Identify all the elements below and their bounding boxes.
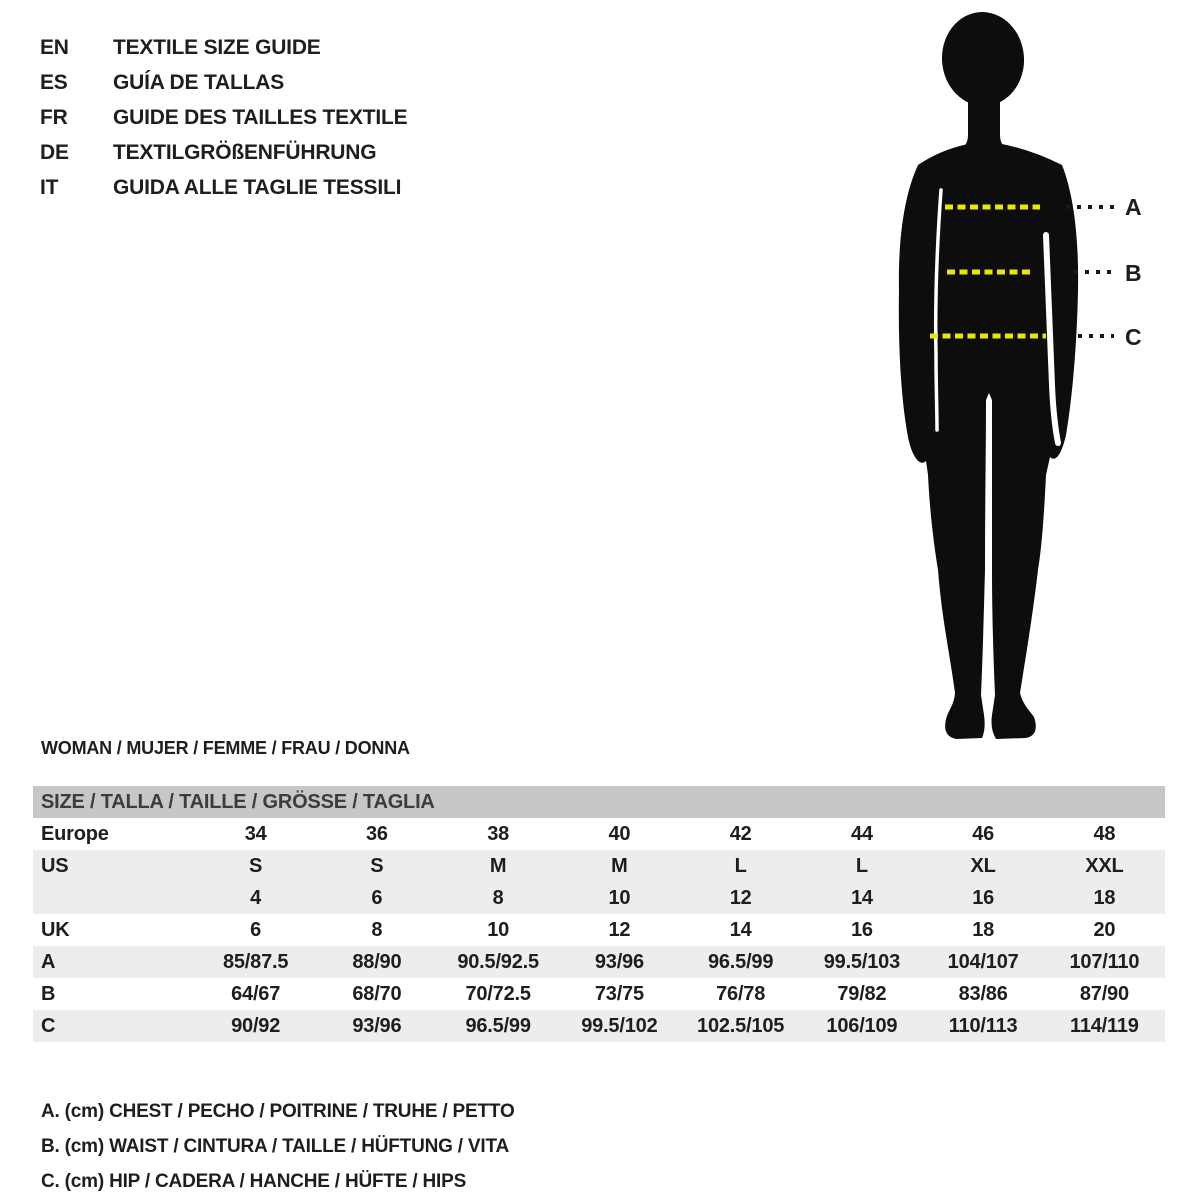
table-cell: 10 [487, 918, 510, 941]
table-cell: 14 [729, 918, 752, 941]
table-cell: 6 [250, 918, 262, 941]
table-cell: 96.5/99 [438, 1010, 559, 1042]
table-cell: 87/90 [1079, 982, 1129, 1005]
table-cell: 48 [1093, 822, 1116, 845]
table-row [33, 1010, 1165, 1042]
language-code: IT [40, 176, 59, 199]
row-label: Europe [41, 822, 109, 845]
language-title: TEXTILGRÖßENFÜHRUNG [113, 141, 377, 164]
table-cell: 34 [244, 822, 267, 845]
table-cell: S [195, 850, 316, 882]
table-cell: 36 [365, 822, 388, 845]
table-cell: 18 [972, 918, 995, 941]
table-cell: 96.5/99 [680, 946, 801, 978]
table-cell: XL [923, 850, 1044, 882]
size-table [33, 786, 1165, 1042]
language-code: ES [40, 71, 68, 94]
table-cell: 20 [1093, 918, 1116, 941]
table-cell: L [801, 850, 922, 882]
table-cell: 85/87.5 [195, 946, 316, 978]
table-cell: 104/107 [923, 946, 1044, 978]
language-row [40, 170, 407, 205]
table-cell: 99.5/102 [559, 1010, 680, 1042]
table-cell: 68/70 [352, 982, 402, 1005]
row-label: C [33, 1010, 195, 1042]
table-cell: 106/109 [801, 1010, 922, 1042]
table-cell: 79/82 [837, 982, 887, 1005]
table-cell: M [438, 850, 559, 882]
table-cell: 6 [316, 882, 437, 914]
language-row [40, 135, 407, 170]
table-cell: 16 [923, 882, 1044, 914]
table-cell: 12 [680, 882, 801, 914]
table-cell: 18 [1044, 882, 1165, 914]
table-row [33, 882, 1165, 914]
table-cell: 90/92 [195, 1010, 316, 1042]
section-title: WOMAN / MUJER / FEMME / FRAU / DONNA [41, 738, 410, 758]
language-row [40, 30, 407, 65]
language-row [40, 100, 407, 135]
table-row [33, 818, 1165, 850]
table-cell: 64/67 [231, 982, 281, 1005]
legend-item: B. (cm) WAIST / CINTURA / TAILLE / HÜFTUNG / VITA [41, 1136, 509, 1157]
table-cell: S [316, 850, 437, 882]
size-table-header: SIZE / TALLA / TAILLE / GRÖSSE / TAGLIA [33, 786, 1165, 818]
table-cell: 83/86 [958, 982, 1008, 1005]
row-label: A [33, 946, 195, 978]
language-title: GUIDE DES TAILLES TEXTILE [113, 106, 408, 129]
size-table-body [33, 818, 1165, 1042]
measurement-legend [41, 1094, 515, 1199]
table-cell: 90.5/92.5 [438, 946, 559, 978]
row-label: US [33, 850, 195, 882]
table-cell: 8 [371, 918, 383, 941]
woman-silhouette-figure [880, 5, 1200, 750]
table-cell: 4 [195, 882, 316, 914]
table-cell: 12 [608, 918, 631, 941]
table-cell: 46 [972, 822, 995, 845]
table-cell: 73/75 [594, 982, 644, 1005]
row-label [33, 882, 195, 914]
table-cell: 40 [608, 822, 631, 845]
size-table-header-row [33, 786, 1165, 818]
table-cell: 99.5/103 [801, 946, 922, 978]
marker-label-a: A [1125, 194, 1142, 220]
table-cell: 16 [850, 918, 873, 941]
legend-item: C. (cm) HIP / CADERA / HANCHE / HÜFTE / HIPS [41, 1171, 467, 1192]
table-cell: 93/96 [316, 1010, 437, 1042]
table-cell: 44 [850, 822, 873, 845]
language-title: GUÍA DE TALLAS [113, 71, 285, 94]
table-cell: L [680, 850, 801, 882]
table-row [33, 914, 1165, 946]
language-title: GUIDA ALLE TAGLIE TESSILI [113, 176, 402, 199]
table-cell: 10 [559, 882, 680, 914]
language-list [40, 30, 407, 205]
table-cell: 114/119 [1044, 1010, 1165, 1042]
table-cell: 110/113 [923, 1010, 1044, 1042]
table-cell: 76/78 [716, 982, 766, 1005]
table-cell: 38 [487, 822, 510, 845]
language-code: DE [40, 141, 69, 164]
row-label: B [41, 982, 56, 1005]
table-cell: 42 [729, 822, 752, 845]
table-row [33, 946, 1165, 978]
table-cell: 102.5/105 [680, 1010, 801, 1042]
language-code: EN [40, 36, 69, 59]
table-cell: 70/72.5 [465, 982, 531, 1005]
table-cell: XXL [1044, 850, 1165, 882]
table-row [33, 978, 1165, 1010]
table-cell: 93/96 [559, 946, 680, 978]
language-code: FR [40, 106, 68, 129]
table-cell: M [559, 850, 680, 882]
table-cell: 88/90 [316, 946, 437, 978]
woman-silhouette [880, 5, 1200, 750]
marker-label-b: B [1125, 260, 1142, 286]
language-title: TEXTILE SIZE GUIDE [113, 36, 321, 59]
marker-label-c: C [1125, 324, 1142, 350]
table-cell: 14 [801, 882, 922, 914]
row-label: UK [41, 918, 70, 941]
table-cell: 8 [438, 882, 559, 914]
table-cell: 107/110 [1044, 946, 1165, 978]
table-row [33, 850, 1165, 882]
language-row [40, 65, 407, 100]
legend-item: A. (cm) CHEST / PECHO / POITRINE / TRUHE / PETTO [41, 1101, 515, 1122]
